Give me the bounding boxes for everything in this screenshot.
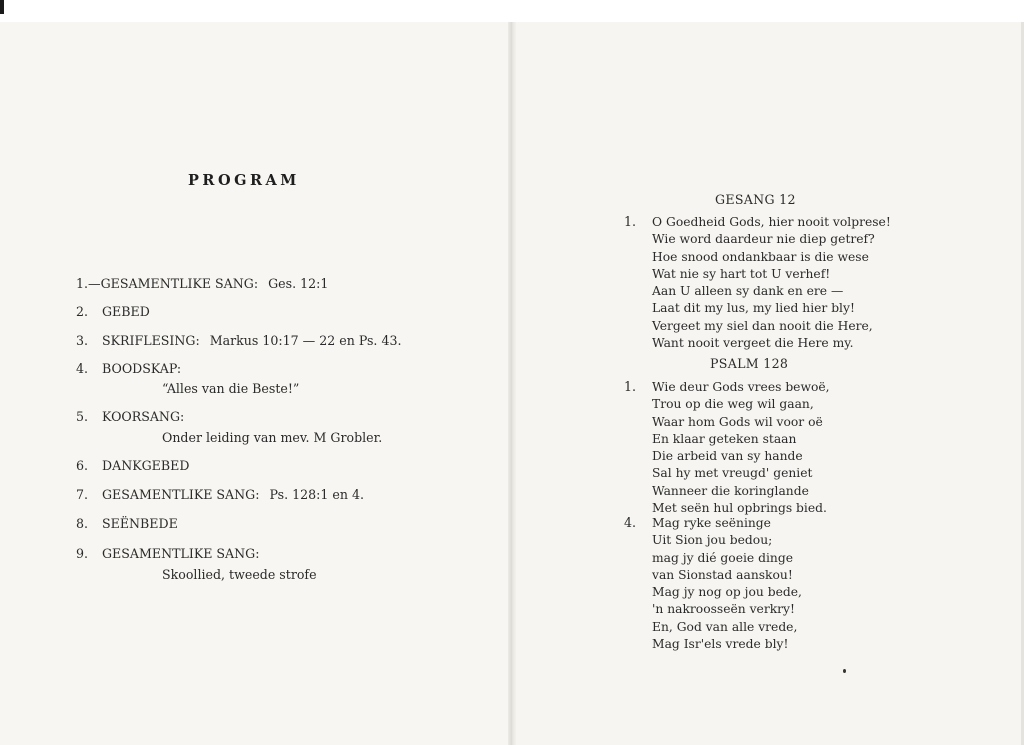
item-label: SEËNBEDE (102, 516, 178, 531)
verse-lines (652, 214, 891, 352)
verse-line: Mag Isr'els vrede bly! (652, 637, 789, 652)
verse-line: Wie deur Gods vrees bewoë, (652, 380, 830, 394)
verse-line: Hoe snood ondankbaar is die wese (652, 249, 869, 264)
item-label: GESAMENTLIKE SANG: (102, 546, 260, 561)
item-number: 3. (76, 333, 89, 348)
verse-number: 4. (624, 515, 637, 530)
verse-line: Vergeet my siel dan nooit die Here, (652, 318, 873, 333)
scan-corner-mark (0, 0, 4, 14)
verse-line: mag jy dié goeie dinge (652, 550, 793, 565)
item-subtext: Skoollied, tweede strofe (162, 567, 317, 582)
hymn-title: GESANG 12 (715, 192, 796, 207)
verse-line: Mag jy nog op jou bede, (652, 585, 802, 600)
verse-line: Uit Sion jou bedou; (652, 533, 773, 548)
program-item (76, 458, 189, 473)
page-fold (508, 22, 516, 745)
verse-line: van Sionstad aanskou! (652, 567, 793, 582)
verse-line: Mag ryke seëninge (652, 516, 771, 530)
item-detail: Markus 10:17 — 22 en Ps. 43. (209, 333, 402, 348)
item-number: 5. (76, 409, 89, 424)
verse-line: 'n nakroosseën verkry! (652, 602, 795, 617)
scan-top-edge (0, 0, 1024, 22)
program-item (76, 333, 401, 348)
verse-line: Trou op die weg wil gaan, (652, 397, 814, 412)
item-label: GESAMENTLIKE SANG: (102, 487, 260, 502)
item-number: 2. (76, 304, 89, 319)
verse-number: 1. (624, 379, 637, 394)
program-title: PROGRAM (188, 172, 300, 189)
program-item (76, 361, 181, 376)
item-detail: Ges. 12:1 (268, 276, 329, 291)
item-label: KOORSANG: (102, 409, 185, 424)
item-number: 7. (76, 487, 89, 502)
item-subtext: Onder leiding van mev. M Grobler. (162, 430, 383, 445)
item-number: 6. (76, 458, 89, 473)
verse-line: Met seën hul opbrings bied. (652, 501, 827, 516)
verse-line: Wanneer die koringlande (652, 483, 809, 498)
hymn-title: PSALM 128 (710, 356, 789, 371)
verse-line: En, God van alle vrede, (652, 619, 798, 634)
program-item (76, 304, 150, 319)
verse-line: Wie word daardeur nie diep getref? (652, 232, 875, 247)
verse-line: Wat nie sy hart tot U verhef! (652, 266, 831, 281)
verse-line: Laat dit my lus, my lied hier bly! (652, 301, 855, 316)
program-item (76, 516, 178, 531)
item-detail: Ps. 128:1 en 4. (269, 487, 364, 502)
program-item (76, 276, 328, 291)
item-label: BOODSKAP: (102, 361, 182, 376)
verse-lines (652, 379, 830, 517)
verse-line: O Goedheid Gods, hier nooit volprese! (652, 215, 891, 229)
verse-line: Waar hom Gods wil voor oë (652, 414, 823, 429)
item-label: GESAMENTLIKE SANG: (100, 276, 259, 291)
program-item (76, 409, 184, 424)
item-number: 9. (76, 546, 89, 561)
verse-lines (652, 515, 802, 653)
verse-number: 1. (624, 214, 637, 229)
verse-line: Aan U alleen sy dank en ere — (652, 284, 844, 299)
item-number: 4. (76, 361, 89, 376)
verse-line: En klaar geteken staan (652, 431, 797, 446)
item-label: GEBED (102, 304, 150, 319)
verse-line: Sal hy met vreugd' geniet (652, 466, 813, 481)
item-number: 8. (76, 516, 89, 531)
item-label: DANKGEBED (102, 458, 190, 473)
verse-line: Want nooit vergeet die Here my. (652, 336, 854, 351)
verse-line: Die arbeid van sy hande (652, 449, 803, 464)
item-number: 1.— (76, 276, 101, 291)
program-item (76, 546, 259, 561)
ink-speck (843, 669, 846, 673)
item-subtext: “Alles van die Beste!” (162, 381, 300, 396)
item-label: SKRIFLESING: (102, 333, 200, 348)
program-item (76, 487, 364, 502)
